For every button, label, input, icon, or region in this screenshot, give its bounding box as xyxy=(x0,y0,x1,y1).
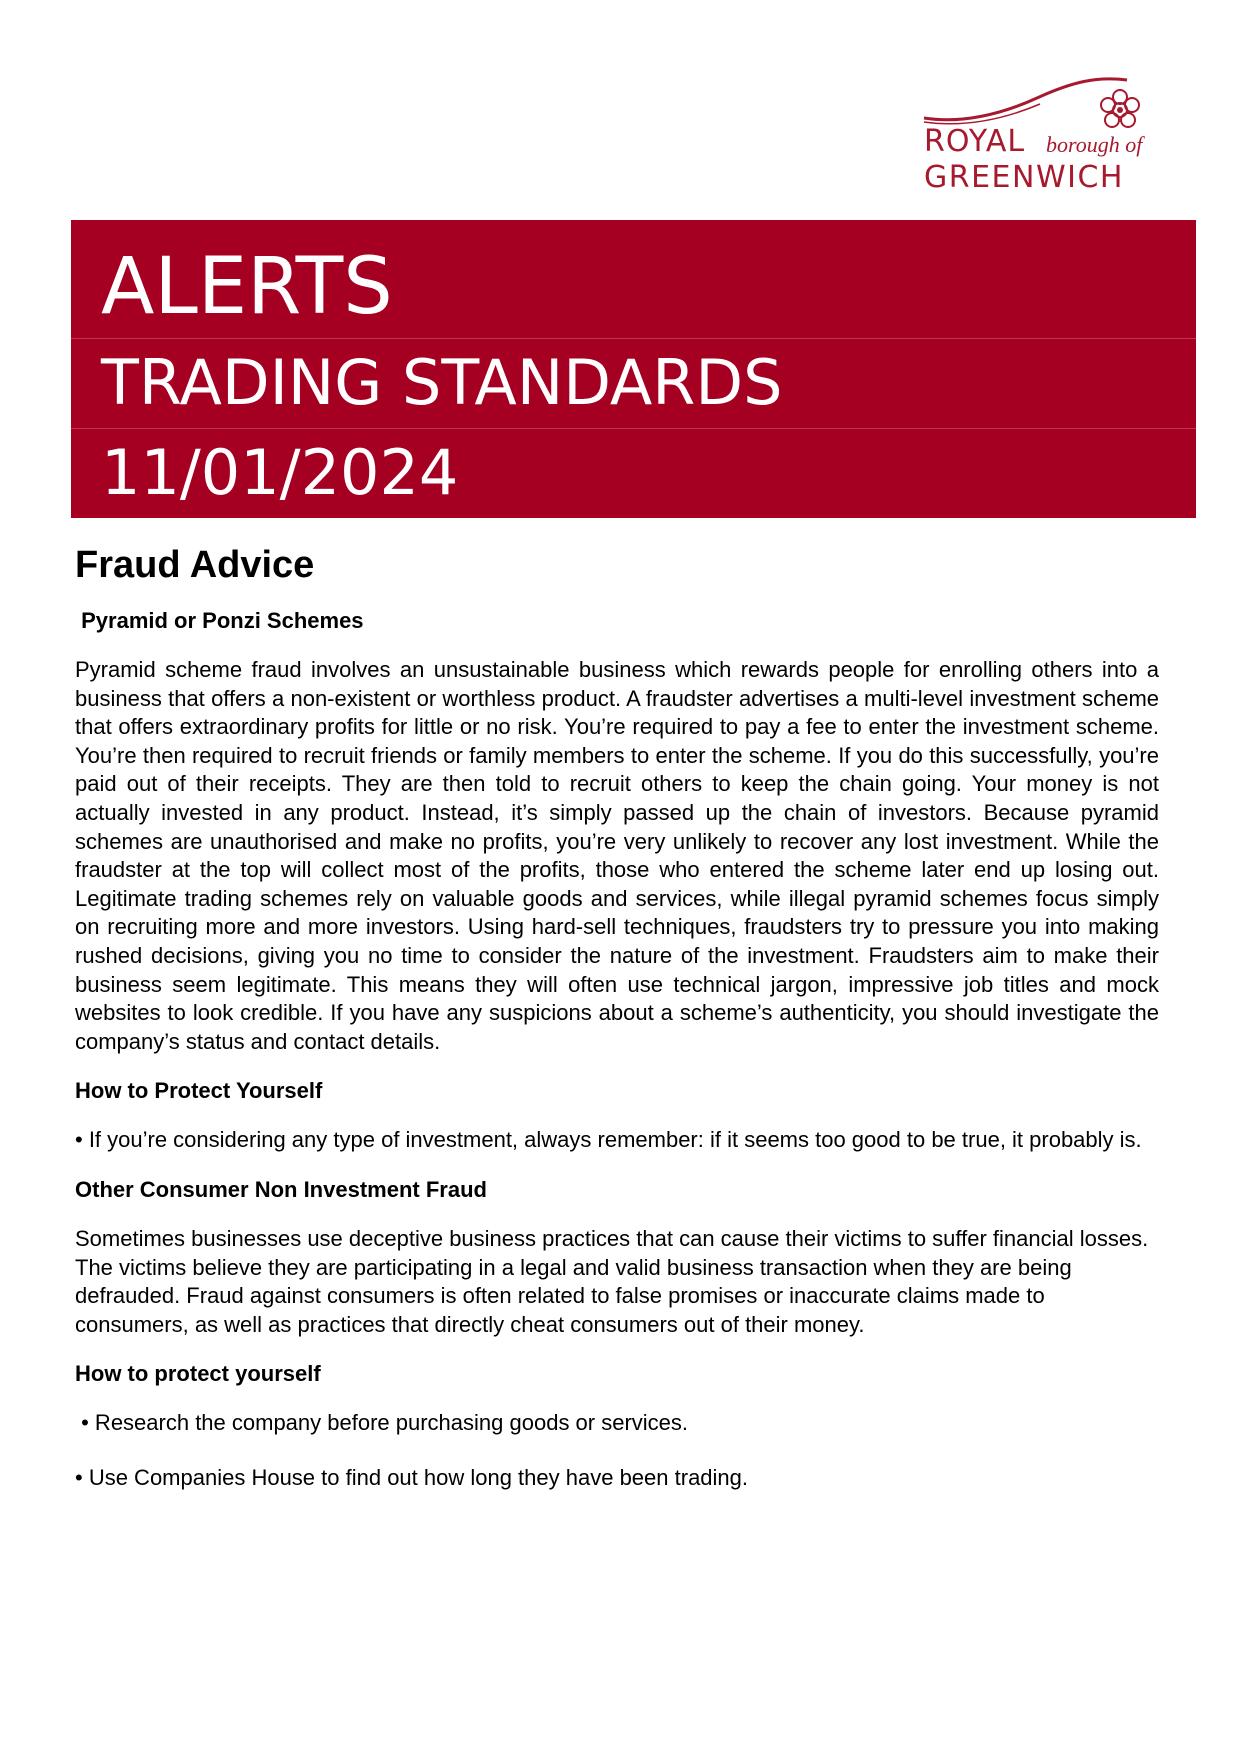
banner-title: ALERTS xyxy=(101,242,393,332)
section-body-consumer-fraud: Sometimes businesses use deceptive business practices that can cause their victims to suffer financial losses. The victims believe they are participating in a legal and valid business transaction when they are being defrauded. Fraud against consumers is often related to false promises or inaccurate claims made to consumers, as well as practices that directly cheat consumers out of their money. xyxy=(75,1225,1149,1337)
page-heading: Fraud Advice xyxy=(75,544,315,586)
tudor-rose-icon xyxy=(1098,88,1142,132)
section-body-pyramid: Pyramid scheme fraud involves an unsustainable business which rewards people for enrolling others into a business that offers a non-existent or worthless product. A fraudster advertises a multi-level investment scheme that offers extraordinary profits for little or no risk. You’re required to pay a fee to enter the investment scheme. You’re then required to recruit friends or family members to enter the scheme. If you do this successfully, you’re paid out of their receipts. They are then told to recruit others to keep the chain going. Your money is not actually invested in any product. Instead, it’s simply passed up the chain of investors. Because pyramid schemes are unauthorised and make no profits, you’re very unlikely to recover any lost investment. While the fraudster at the top will collect most of the profits, those who entered the scheme later end up losing out. Legitimate trading schemes rely on valuable goods and services, while illegal pyramid schemes focus simply on recruiting more and more investors. Using hard-sell techniques, fraudsters try to pressure you into making rushed decisions, giving you no time to consider the nature of the investment. Fraudsters aim to make their business seem legitimate. This means they will often use technical jargon, impressive job titles and mock websites to look credible. If you have any suspicions about a scheme’s authenticity, you should investigate the company’s status and contact details. xyxy=(75,657,1159,1054)
council-logo xyxy=(922,72,1166,196)
logo-royal-text: ROYAL xyxy=(924,124,1026,159)
document-body xyxy=(75,540,1159,1492)
banner-subtitle: TRADING STANDARDS xyxy=(101,346,783,419)
bullet-research-company: • Research the company before purchasing goods or services. xyxy=(75,1410,689,1436)
section-title-pyramid: Pyramid or Ponzi Schemes xyxy=(75,608,364,633)
section-title-protect: How to Protect Yourself xyxy=(75,1078,323,1104)
logo-greenwich-text: GREENWICH xyxy=(924,160,1124,195)
section-title-protect-2: How to protect yourself xyxy=(75,1361,321,1387)
bullet-investment-advice: • If you’re considering any type of investment, always remember: if it seems too good to be true, it probably is. xyxy=(75,1127,1142,1153)
banner-date: 11/01/2024 xyxy=(101,436,459,509)
logo-borough-text: borough of xyxy=(1046,132,1143,157)
section-title-consumer-fraud: Other Consumer Non Investment Fraud xyxy=(75,1176,487,1202)
bullet-companies-house: • Use Companies House to find out how long they have been trading. xyxy=(75,1464,749,1490)
alerts-banner xyxy=(71,220,1196,518)
